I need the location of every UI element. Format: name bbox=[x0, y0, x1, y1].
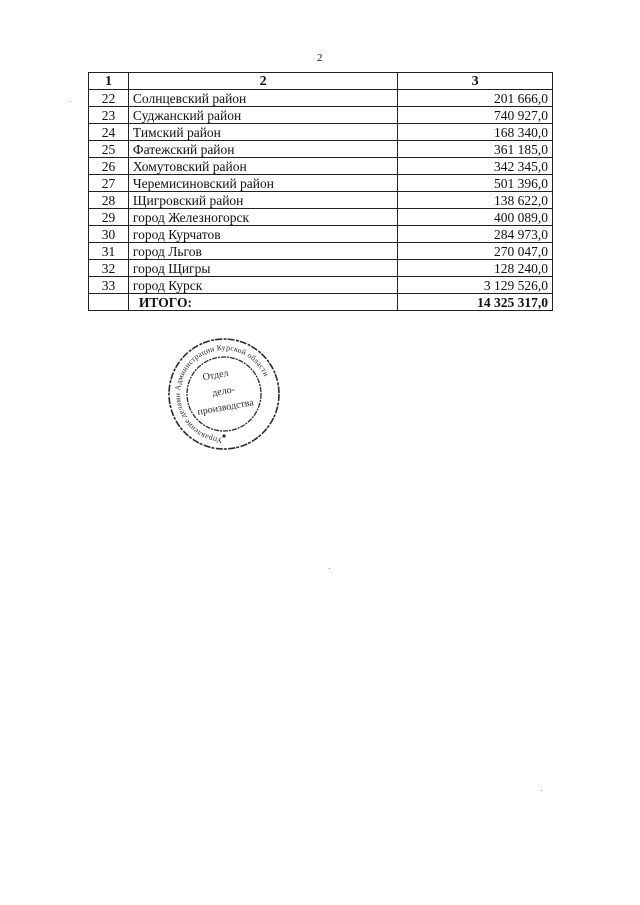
scan-speck bbox=[70, 101, 71, 102]
row-number: 26 bbox=[89, 158, 129, 175]
table-row bbox=[89, 277, 553, 294]
row-name: город Щигры bbox=[128, 260, 397, 277]
row-value: 138 622,0 bbox=[398, 192, 553, 209]
row-value: 128 240,0 bbox=[398, 260, 553, 277]
header-col-2: 2 bbox=[128, 73, 397, 90]
svg-text:производства: производства bbox=[196, 397, 255, 418]
row-number: 29 bbox=[89, 209, 129, 226]
official-stamp bbox=[166, 336, 282, 452]
row-number: 33 bbox=[89, 277, 129, 294]
svg-text:Отдел: Отдел bbox=[201, 367, 230, 384]
row-number: 22 bbox=[89, 90, 129, 107]
row-name: Тимский район bbox=[128, 124, 397, 141]
row-value: 3 129 526,0 bbox=[398, 277, 553, 294]
table-row bbox=[89, 175, 553, 192]
table-row bbox=[89, 124, 553, 141]
svg-text:Управление делами Администраци: Управление делами Администрации Курской области bbox=[172, 342, 271, 446]
scan-speck bbox=[541, 790, 542, 791]
total-label: ИТОГО: bbox=[128, 294, 397, 311]
table-header-row bbox=[89, 73, 553, 90]
row-value: 201 666,0 bbox=[398, 90, 553, 107]
row-value: 270 047,0 bbox=[398, 243, 553, 260]
row-name: город Железногорск bbox=[128, 209, 397, 226]
total-row bbox=[89, 294, 553, 311]
row-number: 23 bbox=[89, 107, 129, 124]
row-number: 25 bbox=[89, 141, 129, 158]
row-number: 28 bbox=[89, 192, 129, 209]
page-number: 2 bbox=[317, 52, 323, 64]
row-number: 32 bbox=[89, 260, 129, 277]
row-name: Черемисиновский район bbox=[128, 175, 397, 192]
header-col-3: 3 bbox=[398, 73, 553, 90]
table-row bbox=[89, 192, 553, 209]
row-name: Солнцевский район bbox=[128, 90, 397, 107]
row-name: Фатежский район bbox=[128, 141, 397, 158]
table-row bbox=[89, 107, 553, 124]
row-name: город Льгов bbox=[128, 243, 397, 260]
table-row bbox=[89, 260, 553, 277]
header-col-1: 1 bbox=[89, 73, 129, 90]
row-value: 740 927,0 bbox=[398, 107, 553, 124]
row-value: 400 089,0 bbox=[398, 209, 553, 226]
row-value: 361 185,0 bbox=[398, 141, 553, 158]
row-value: 168 340,0 bbox=[398, 124, 553, 141]
total-value: 14 325 317,0 bbox=[398, 294, 553, 311]
row-value: 342 345,0 bbox=[398, 158, 553, 175]
svg-text:дело-: дело- bbox=[211, 384, 236, 399]
row-name: Щигровский район bbox=[128, 192, 397, 209]
row-number: 30 bbox=[89, 226, 129, 243]
table-row bbox=[89, 243, 553, 260]
row-name: город Курчатов bbox=[128, 226, 397, 243]
table-row bbox=[89, 158, 553, 175]
row-value: 284 973,0 bbox=[398, 226, 553, 243]
row-value: 501 396,0 bbox=[398, 175, 553, 192]
row-number: 31 bbox=[89, 243, 129, 260]
table-row bbox=[89, 209, 553, 226]
table-row bbox=[89, 90, 553, 107]
row-number: 24 bbox=[89, 124, 129, 141]
scan-speck bbox=[329, 568, 330, 569]
row-name: Суджанский район bbox=[128, 107, 397, 124]
stamp-seal-graphic bbox=[166, 336, 282, 452]
row-name: Хомутовский район bbox=[128, 158, 397, 175]
table-row bbox=[89, 226, 553, 243]
allocation-table bbox=[88, 72, 553, 311]
row-number: 27 bbox=[89, 175, 129, 192]
total-empty-cell bbox=[89, 294, 129, 311]
row-name: город Курск bbox=[128, 277, 397, 294]
table-row bbox=[89, 141, 553, 158]
